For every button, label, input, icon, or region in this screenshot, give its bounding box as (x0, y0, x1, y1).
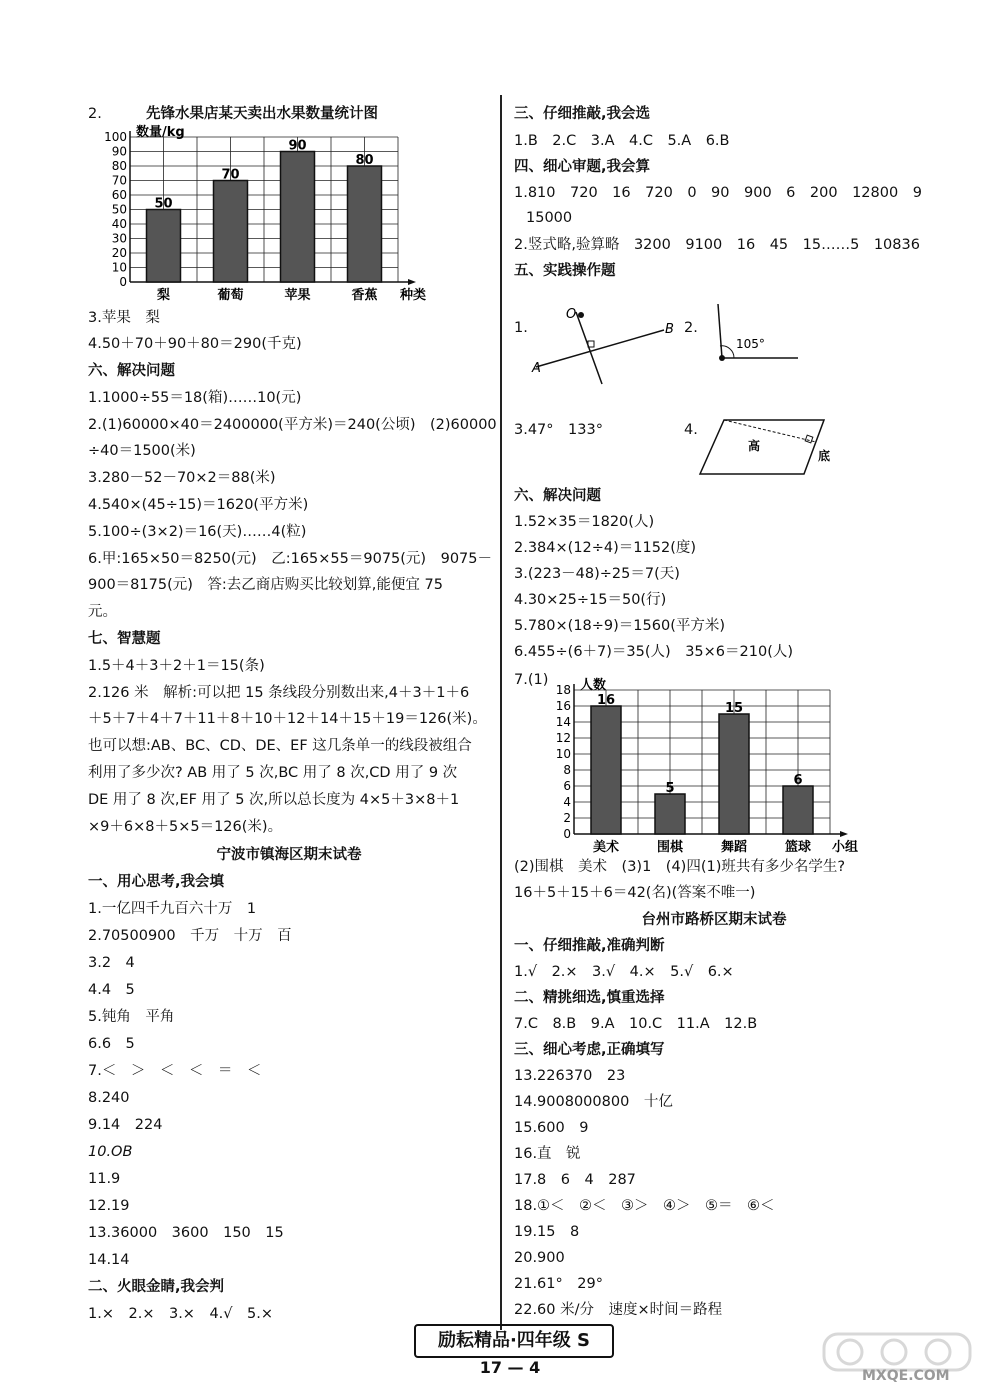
fruit-chart-category-label: 葡萄 (217, 288, 244, 303)
wisdom-2-line4: 利用了多少次? AB 用了 5 次,BC 用了 8 次,CD 用了 9 次 (88, 765, 458, 781)
group-chart-category-label: 美术 (592, 840, 620, 855)
problem-6-line2: 900＝8175(元) 答:去乙商店购买比较划算,能便宜 75 (88, 577, 443, 593)
zh-fill-11: 11.9 (88, 1171, 121, 1187)
r-section-6-heading: 六、解决问题 (514, 488, 601, 504)
label-O: O (566, 307, 577, 322)
solve-7-label: 7.(1) (514, 672, 549, 688)
label-B: B (665, 322, 674, 337)
group-chart-bar-value-label: 16 (596, 693, 616, 708)
calc-1-line2: 15000 (526, 210, 573, 226)
wisdom-2-line2: ＋5＋7＋4＋7＋11＋8＋10＋12＋14＋15＋19＝126(米)。 (88, 711, 487, 727)
base-label: 底 (818, 449, 831, 463)
problem-6-line3: 元。 (88, 604, 117, 620)
lq-fill-18: 18.①＜ ②＜ ③＞ ④＞ ⑤＝ ⑥＜ (514, 1198, 775, 1214)
solve-2: 2.384×(12÷4)＝1152(度) (514, 540, 697, 556)
item-2-label: 2. (88, 106, 102, 122)
zh-fill-9: 9.14 224 (88, 1117, 163, 1133)
calc-1-line1: 1.810 720 16 720 0 90 900 6 200 12800 9 (514, 185, 922, 201)
wisdom-1: 1.5＋4＋3＋2＋1＝15(条) (88, 658, 265, 674)
solve-1: 1.52×35＝1820(人) (514, 514, 655, 530)
group-chart-y-tick-label: 14 (555, 715, 571, 729)
footer-brand: 励耘精品·四年级 S (414, 1324, 614, 1358)
lq-fill-20: 20.900 (514, 1250, 565, 1266)
lq-fill-21: 21.61° 29° (514, 1276, 603, 1292)
wisdom-2-line1: 2.126 米 解析:可以把 15 条线段分别数出来,4＋3＋1＋6 (88, 685, 470, 701)
fruit-chart-bar (147, 210, 181, 283)
group-chart-y-axis-label: 人数 (580, 678, 607, 693)
lq-fill-17: 17.8 6 4 287 (514, 1172, 636, 1188)
group-chart-y-tick-label: 12 (555, 731, 571, 745)
fruit-chart-bar (214, 181, 248, 283)
group-members-bar-chart (544, 666, 884, 858)
fruit-chart-category-label: 香蕉 (351, 288, 378, 303)
solve-6: 6.455÷(6＋7)＝35(人) 35×6＝210(人) (514, 644, 794, 660)
draw-3-answer: 3.47° 133° (514, 422, 603, 438)
perpendicular-lines-figure (514, 300, 684, 385)
group-chart-bar-value-label: 5 (665, 781, 675, 796)
fruit-chart-bar-value-label: 70 (221, 167, 240, 183)
solve-4: 4.30×25÷15＝50(行) (514, 592, 667, 608)
zh-fill-12: 12.19 (88, 1198, 130, 1214)
fruit-chart-bar (348, 166, 382, 282)
problem-1: 1.1000÷55＝18(箱)……10(元) (88, 390, 302, 406)
zh-fill-3: 3.2 4 (88, 955, 135, 971)
problem-5: 5.100÷(3×2)＝16(天)……4(粒) (88, 524, 307, 540)
page-number: 17 — 4 (479, 1358, 541, 1377)
draw-1-label: 1. (514, 320, 528, 336)
group-chart-y-tick-label: 18 (555, 683, 571, 697)
group-chart-y-tick-label: 2 (563, 811, 571, 825)
group-chart-bar (655, 794, 685, 834)
zh-fill-2: 2.70500900 千万 十万 百 (88, 928, 292, 944)
fruit-chart-y-tick-label: 60 (111, 188, 127, 202)
zh-fill-10: 10.OB (88, 1144, 133, 1160)
lq-judge-answers: 1.√ 2.× 3.√ 4.× 5.√ 6.× (514, 964, 734, 980)
fruit-chart-bar-value-label: 90 (288, 138, 307, 154)
wisdom-2-line5: DE 用了 8 次,EF 用了 5 次,所以总长度为 4×5＋3×8＋1 (88, 792, 460, 808)
group-chart-bar-value-label: 15 (724, 701, 744, 716)
wisdom-2-line6: ×9＋6×8＋5×5＝126(米)。 (88, 819, 283, 835)
fruit-chart-bar-value-label: 80 (355, 153, 374, 168)
choice-answers: 1.B 2.C 3.A 4.C 5.A 6.B (514, 133, 730, 149)
fruit-chart-y-tick-label: 100 (104, 130, 127, 144)
problem-4: 4.540×(45÷15)＝1620(平方米) (88, 497, 309, 513)
group-chart-y-tick-label: 8 (563, 763, 571, 777)
fruit-chart-y-tick-label: 0 (119, 275, 127, 289)
zh-fill-1: 1.一亿四千九百六十万 1 (88, 901, 257, 917)
fruit-chart-category-label: 苹果 (284, 288, 311, 303)
section-3-heading: 三、仔细推敲,我会选 (514, 106, 651, 122)
lq-section-3-heading: 三、细心考虑,正确填写 (514, 1042, 665, 1058)
zh-judge-answers: 1.× 2.× 3.× 4.√ 5.× (88, 1306, 274, 1322)
lq-fill-14: 14.9008000800 十亿 (514, 1094, 673, 1110)
fruit-chart-y-tick-label: 20 (111, 246, 127, 260)
answer-4: 4.50＋70＋90＋80＝290(千克) (88, 336, 302, 352)
zh-fill-5: 5.钝角 平角 (88, 1009, 175, 1025)
group-chart-y-tick-label: 10 (555, 747, 571, 761)
fruit-chart-x-axis-label: 种类 (400, 288, 427, 303)
problem-3: 3.280－52－70×2＝88(米) (88, 470, 276, 486)
fruit-chart-y-tick-label: 40 (111, 217, 127, 231)
lq-section-1-heading: 一、仔细推敲,准确判断 (514, 938, 665, 954)
group-chart-y-tick-label: 4 (563, 795, 571, 809)
solve-7-answers: (2)围棋 美术 (3)1 (4)四(1)班共有多少名学生? (514, 859, 846, 875)
fruit-chart-y-tick-label: 50 (111, 202, 127, 217)
fruit-chart-y-tick-label: 80 (111, 159, 127, 173)
section-7-heading: 七、智慧题 (88, 631, 161, 647)
group-chart-category-label: 围棋 (656, 840, 684, 855)
group-chart-category-label: 舞蹈 (720, 840, 748, 855)
fruit-chart-y-tick-label: 90 (111, 144, 127, 159)
zh-fill-8: 8.240 (88, 1090, 130, 1106)
height-label: 高 (748, 439, 761, 453)
problem-2-line1: 2.(1)60000×40＝2400000(平方米)＝240(公顷) (2)60000 (88, 417, 497, 433)
exam-title-zhenhai: 宁波市镇海区期末试卷 (216, 847, 362, 863)
chart1-title: 先锋水果店某天卖出水果数量统计图 (146, 106, 378, 122)
draw-2-label: 2. (684, 320, 698, 336)
problem-2-line2: ÷40＝1500(米) (88, 443, 196, 459)
column-divider (500, 95, 502, 1330)
lq-fill-19: 19.15 8 (514, 1224, 580, 1240)
zh-fill-14: 14.14 (88, 1252, 130, 1268)
fruit-sales-bar-chart (88, 122, 448, 304)
group-chart-bar (719, 714, 749, 834)
section-4-heading: 四、细心审题,我会算 (514, 159, 651, 175)
section-6-heading: 六、解决问题 (88, 363, 175, 379)
group-chart-y-tick-label: 0 (563, 827, 571, 841)
group-chart-y-tick-label: 16 (555, 699, 571, 713)
angle-105-figure (698, 304, 808, 370)
zh-fill-7: 7.＜ ＞ ＜ ＜ ＝ ＜ (88, 1063, 262, 1079)
fruit-chart-bar-value-label: 50 (154, 196, 173, 212)
solve-5: 5.780×(18÷9)＝1560(平方米) (514, 618, 726, 634)
group-chart-x-axis-arrow (840, 831, 848, 837)
draw-4-label: 4. (684, 422, 698, 438)
zh-fill-6: 6.6 5 (88, 1036, 135, 1052)
solve-7-sum: 16＋5＋15＋6＝42(名)(答案不唯一) (514, 885, 756, 901)
group-chart-bar (591, 706, 621, 834)
exam-title-luqiao: 台州市路桥区期末试卷 (641, 912, 787, 928)
label-A: A (532, 361, 541, 376)
zh-fill-13: 13.36000 3600 150 15 (88, 1225, 284, 1241)
zh-fill-4: 4.4 5 (88, 982, 135, 998)
group-chart-category-label: 篮球 (784, 840, 812, 855)
fruit-chart-x-axis-arrow (408, 279, 416, 285)
lq-section-2-heading: 二、精挑细选,慎重选择 (514, 990, 665, 1006)
fruit-chart-y-tick-label: 30 (111, 231, 127, 246)
wisdom-2-line3: 也可以想:AB、BC、CD、DE、EF 这几条单一的线段被组合 (88, 738, 472, 754)
group-chart-x-axis-label: 小组 (832, 840, 859, 855)
lq-fill-22: 22.60 米/分 速度×时间＝路程 (514, 1302, 723, 1318)
zh-section-1-heading: 一、用心思考,我会填 (88, 874, 225, 890)
fruit-chart-y-tick-label: 70 (111, 173, 127, 188)
solve-3: 3.(223－48)÷25＝7(天) (514, 566, 680, 582)
fruit-chart-category-label: 梨 (156, 288, 171, 303)
fruit-chart-y-tick-label: 10 (111, 260, 127, 275)
group-chart-bar (783, 786, 813, 834)
calc-2: 2.竖式略,验算略 3200 9100 16 45 15……5 10836 (514, 237, 920, 253)
section-5-heading: 五、实践操作题 (514, 263, 616, 279)
answer-3: 3.苹果 梨 (88, 310, 160, 326)
problem-6-line1: 6.甲:165×50＝8250(元) 乙:165×55＝9075(元) 9075－ (88, 551, 492, 567)
parallelogram-height-figure (694, 412, 844, 480)
lq-choice-answers: 7.C 8.B 9.A 10.C 11.A 12.B (514, 1016, 758, 1032)
zh-section-2-heading: 二、火眼金睛,我会判 (88, 1279, 225, 1295)
group-chart-bar-value-label: 6 (793, 773, 803, 788)
fruit-chart-y-axis-label: 数量/kg (136, 125, 185, 140)
lq-fill-15: 15.600 9 (514, 1120, 589, 1136)
lq-fill-16: 16.直 锐 (514, 1146, 581, 1162)
fruit-chart-bar (281, 152, 315, 283)
watermark-text: MXQE.COM (862, 1368, 950, 1384)
angle-label: 105° (736, 337, 765, 351)
lq-fill-13: 13.226370 23 (514, 1068, 626, 1084)
group-chart-y-tick-label: 6 (563, 779, 571, 793)
